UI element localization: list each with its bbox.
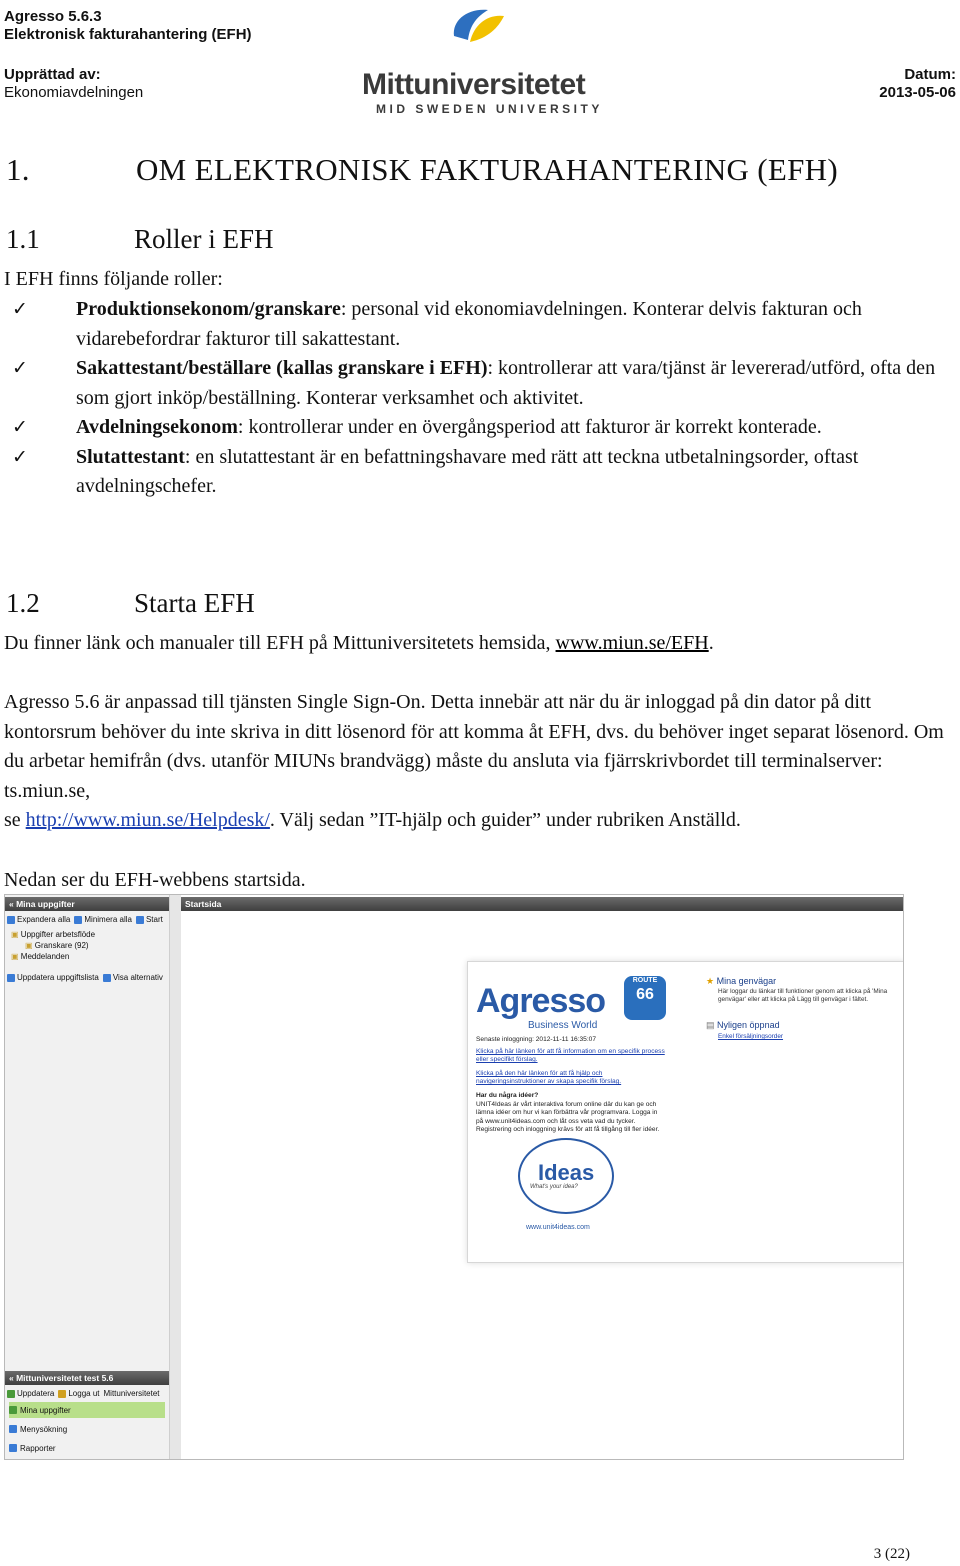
recent-item[interactable]: Enkel försäljningsorder	[718, 1033, 784, 1040]
checkmark-icon: ✓	[12, 445, 28, 468]
my-tasks-bar[interactable]: « Mina uppgifter	[5, 897, 169, 911]
list-item	[0, 354, 955, 413]
paragraph-startpage: Nedan ser du EFH-webbens startsida.	[4, 869, 306, 891]
tree-label: Meddelanden	[20, 952, 70, 961]
list-item	[0, 295, 955, 354]
minimize-all-button[interactable]	[74, 913, 132, 926]
checkmark-icon: ✓	[12, 357, 28, 379]
p3-end: . Välj sedan ”IT-hjälp och guider” under rubriken Anställd.	[269, 809, 741, 831]
refresh-icon	[7, 974, 15, 982]
update-list-label: Uppdatera uppgiftslista	[17, 973, 99, 982]
ideas-description: UNIT4Ideas är vårt interaktiva forum online där du kan ge och lämna idéer om hur vi kan förbättra vår programvara. Logga in på www.unit4ideas.com och låt oss veta vad du tycker. Registrering och inloggning krävs för att få tillgång till fler idéer.	[476, 1101, 660, 1134]
expand-icon	[7, 916, 15, 924]
p1-text: Du finner länk och manualer till EFH på Mittuniversitetets hemsida,	[4, 632, 556, 654]
date-value: 2013-05-06	[879, 84, 956, 101]
ideas-question: Har du några idéer?	[476, 1092, 539, 1099]
logo-name: Mittuniversitetet	[362, 68, 586, 101]
section-1-2-number: 1.2	[6, 588, 40, 618]
start-label: Start	[145, 915, 163, 924]
search-icon	[9, 1425, 17, 1433]
section-1-2-title: Starta EFH	[134, 588, 255, 618]
doc-title: Elektronisk fakturahantering (EFH)	[4, 26, 252, 43]
nav-menu-search[interactable]	[9, 1421, 165, 1437]
tree-label: Uppgifter arbetsflöde	[20, 930, 96, 939]
agresso-logo: Agresso	[476, 982, 606, 1020]
minimize-all-label: Minimera alla	[84, 915, 132, 924]
section-1-1-title: Roller i EFH	[134, 224, 274, 254]
tree-item[interactable]	[11, 929, 95, 940]
p3-text: se	[4, 809, 26, 831]
start-icon	[136, 916, 144, 924]
helpdesk-link[interactable]: http://www.miun.se/Helpdesk/	[25, 809, 270, 831]
section-1-1-heading	[6, 224, 274, 255]
update-label: Uppdatera	[17, 1389, 55, 1398]
ideas-tagline: What's your idea?	[530, 1184, 578, 1190]
business-world: Business World	[528, 1020, 598, 1031]
minimize-icon	[74, 916, 82, 924]
section-1-2-heading	[6, 588, 255, 619]
update-icon	[7, 1390, 15, 1398]
start-button[interactable]	[136, 913, 163, 926]
start-card	[467, 961, 904, 1263]
start-tab[interactable]: Startsida	[181, 897, 903, 911]
ideas-logo: Ideas	[538, 1160, 595, 1185]
role-text: : personal vid ekonomiavdelningen. Konterar delvis fakturan och vidarebefordrar fakturor till sakattestant.	[76, 298, 862, 350]
nav-label: Menysökning	[20, 1424, 68, 1434]
logo-mark-icon	[448, 6, 508, 64]
header-right	[879, 66, 956, 102]
tasks-toolbar	[7, 913, 163, 926]
recent-icon: ▤	[706, 1020, 715, 1030]
checkmark-icon: ✓	[12, 416, 28, 438]
options-icon	[103, 974, 111, 982]
recent-title: Nyligen öppnad	[717, 1020, 780, 1030]
efh-startpage-screenshot	[4, 894, 904, 1460]
route-label: ROUTE	[632, 977, 658, 984]
info-link-1[interactable]: Klicka på här länken för att få information om en specifik process eller specifikt förslag.	[476, 1048, 665, 1064]
created-by: Ekonomiavdelningen	[4, 84, 144, 101]
university-logo	[362, 6, 603, 118]
recent-heading	[706, 1020, 780, 1031]
ideas-url[interactable]: www.unit4ideas.com	[526, 1224, 590, 1231]
folder-icon: ▣	[11, 952, 19, 961]
company-bar[interactable]: « Mittuniversitetet test 5.6	[5, 1371, 169, 1385]
role-name: Produktionsekonom/granskare	[76, 298, 341, 320]
show-alt-label: Visa alternativ	[112, 973, 163, 982]
logout-icon	[58, 1390, 66, 1398]
folder-icon: ▣	[11, 930, 19, 939]
update-button[interactable]	[7, 1387, 54, 1400]
role-text: : kontrollerar att vara/tjänst är levererad/utförd, ofta den som gjort inköp/beställning. Konterar verksamhet och aktivitet.	[76, 357, 936, 409]
p2-text: Agresso 5.6 är anpassad till tjänsten Single Sign-On. Detta innebär att när du är inloggad på din dator på ditt kontorsrum behöver du inte skriva in ditt lösenord för att komma åt EFH, dvs. du behöver inget separat lösenord. Om du arbetar hemifrån (dvs. utanför MIUNs brandvägg) måste du ansluta via fjärrskrivbordet till terminalserver: ts.miun.se,	[4, 691, 944, 802]
role-name: Slutattestant	[76, 445, 185, 468]
paragraph-sso	[4, 688, 954, 836]
roles-list	[0, 295, 955, 502]
logo-subtitle: MID SWEDEN UNIVERSITY	[376, 102, 603, 116]
product-name: Agresso 5.6.3	[4, 8, 102, 25]
route66-badge	[624, 976, 666, 1020]
last-login: Senaste inloggning: 2012-11-11 16:35:07	[476, 1036, 597, 1043]
tree-label: Granskare (92)	[34, 941, 89, 950]
checkmark-icon: ✓	[12, 298, 28, 320]
list-item	[0, 443, 955, 502]
shortcuts-heading	[706, 976, 776, 987]
company-button[interactable]	[104, 1387, 160, 1400]
update-list-button[interactable]	[7, 971, 99, 984]
nav-my-tasks[interactable]	[9, 1402, 165, 1418]
p1-end: .	[708, 632, 714, 654]
company-label: Mittuniversitetet	[103, 1389, 160, 1398]
shortcuts-title: Mina genvägar	[716, 976, 777, 986]
nav-label: Rapporter	[20, 1443, 56, 1453]
section-1-heading	[6, 152, 838, 188]
tasks-icon	[9, 1406, 17, 1414]
tree-item[interactable]	[11, 951, 95, 962]
logout-button[interactable]	[58, 1387, 99, 1400]
shortcuts-text: Här loggar du länkar till funktioner genom att klicka på 'Mina genvägar' eller att klicka på Lägg till genvägar i fältet.	[718, 988, 888, 1003]
paragraph-link-efh	[4, 629, 954, 659]
show-alternatives-button[interactable]	[103, 971, 163, 984]
role-text: : en slutattestant är en befattningshavare med rätt att teckna utbetalningsorder, oftast avdelningschefer.	[76, 445, 859, 497]
role-name: Avdelningsekonom	[76, 416, 238, 438]
logout-label: Logga ut	[68, 1389, 100, 1398]
tasks-actions	[7, 971, 163, 984]
expand-all-button[interactable]	[7, 913, 70, 926]
tree-item[interactable]	[11, 940, 95, 951]
efh-link[interactable]: www.miun.se/EFH	[555, 632, 709, 654]
role-name: Sakattestant/beställare (kallas granskare i EFH)	[76, 357, 488, 379]
list-item	[0, 413, 955, 443]
nav-reports[interactable]	[9, 1440, 165, 1456]
company-toolbar	[7, 1387, 160, 1400]
folder-icon: ▣	[25, 941, 33, 950]
nav-label: Mina uppgifter	[20, 1405, 71, 1415]
info-link-2[interactable]: Klicka på den här länken för att få hjälp och navigeringsinstruktioner av skapa specifik förslag.	[476, 1070, 622, 1086]
star-icon: ★	[706, 976, 715, 986]
task-tree	[11, 929, 95, 962]
header-left	[4, 8, 252, 102]
reports-icon	[9, 1444, 17, 1452]
section-1-1-number: 1.1	[6, 224, 40, 254]
created-by-label: Upprättad av:	[4, 66, 101, 83]
left-panel	[5, 895, 170, 1459]
role-text: : kontrollerar under en övergångsperiod att fakturor är korrekt konterade.	[237, 416, 822, 438]
section-1-title: OM ELEKTRONISK FAKTURAHANTERING (EFH)	[136, 152, 838, 187]
date-label: Datum:	[904, 66, 956, 83]
route-number: 66	[636, 986, 654, 1003]
expand-all-label: Expandera alla	[17, 915, 71, 924]
roles-intro: I EFH finns följande roller:	[4, 268, 223, 290]
page-number: 3 (22)	[873, 1546, 910, 1562]
right-panel	[181, 895, 903, 1459]
section-1-number: 1.	[6, 152, 30, 187]
